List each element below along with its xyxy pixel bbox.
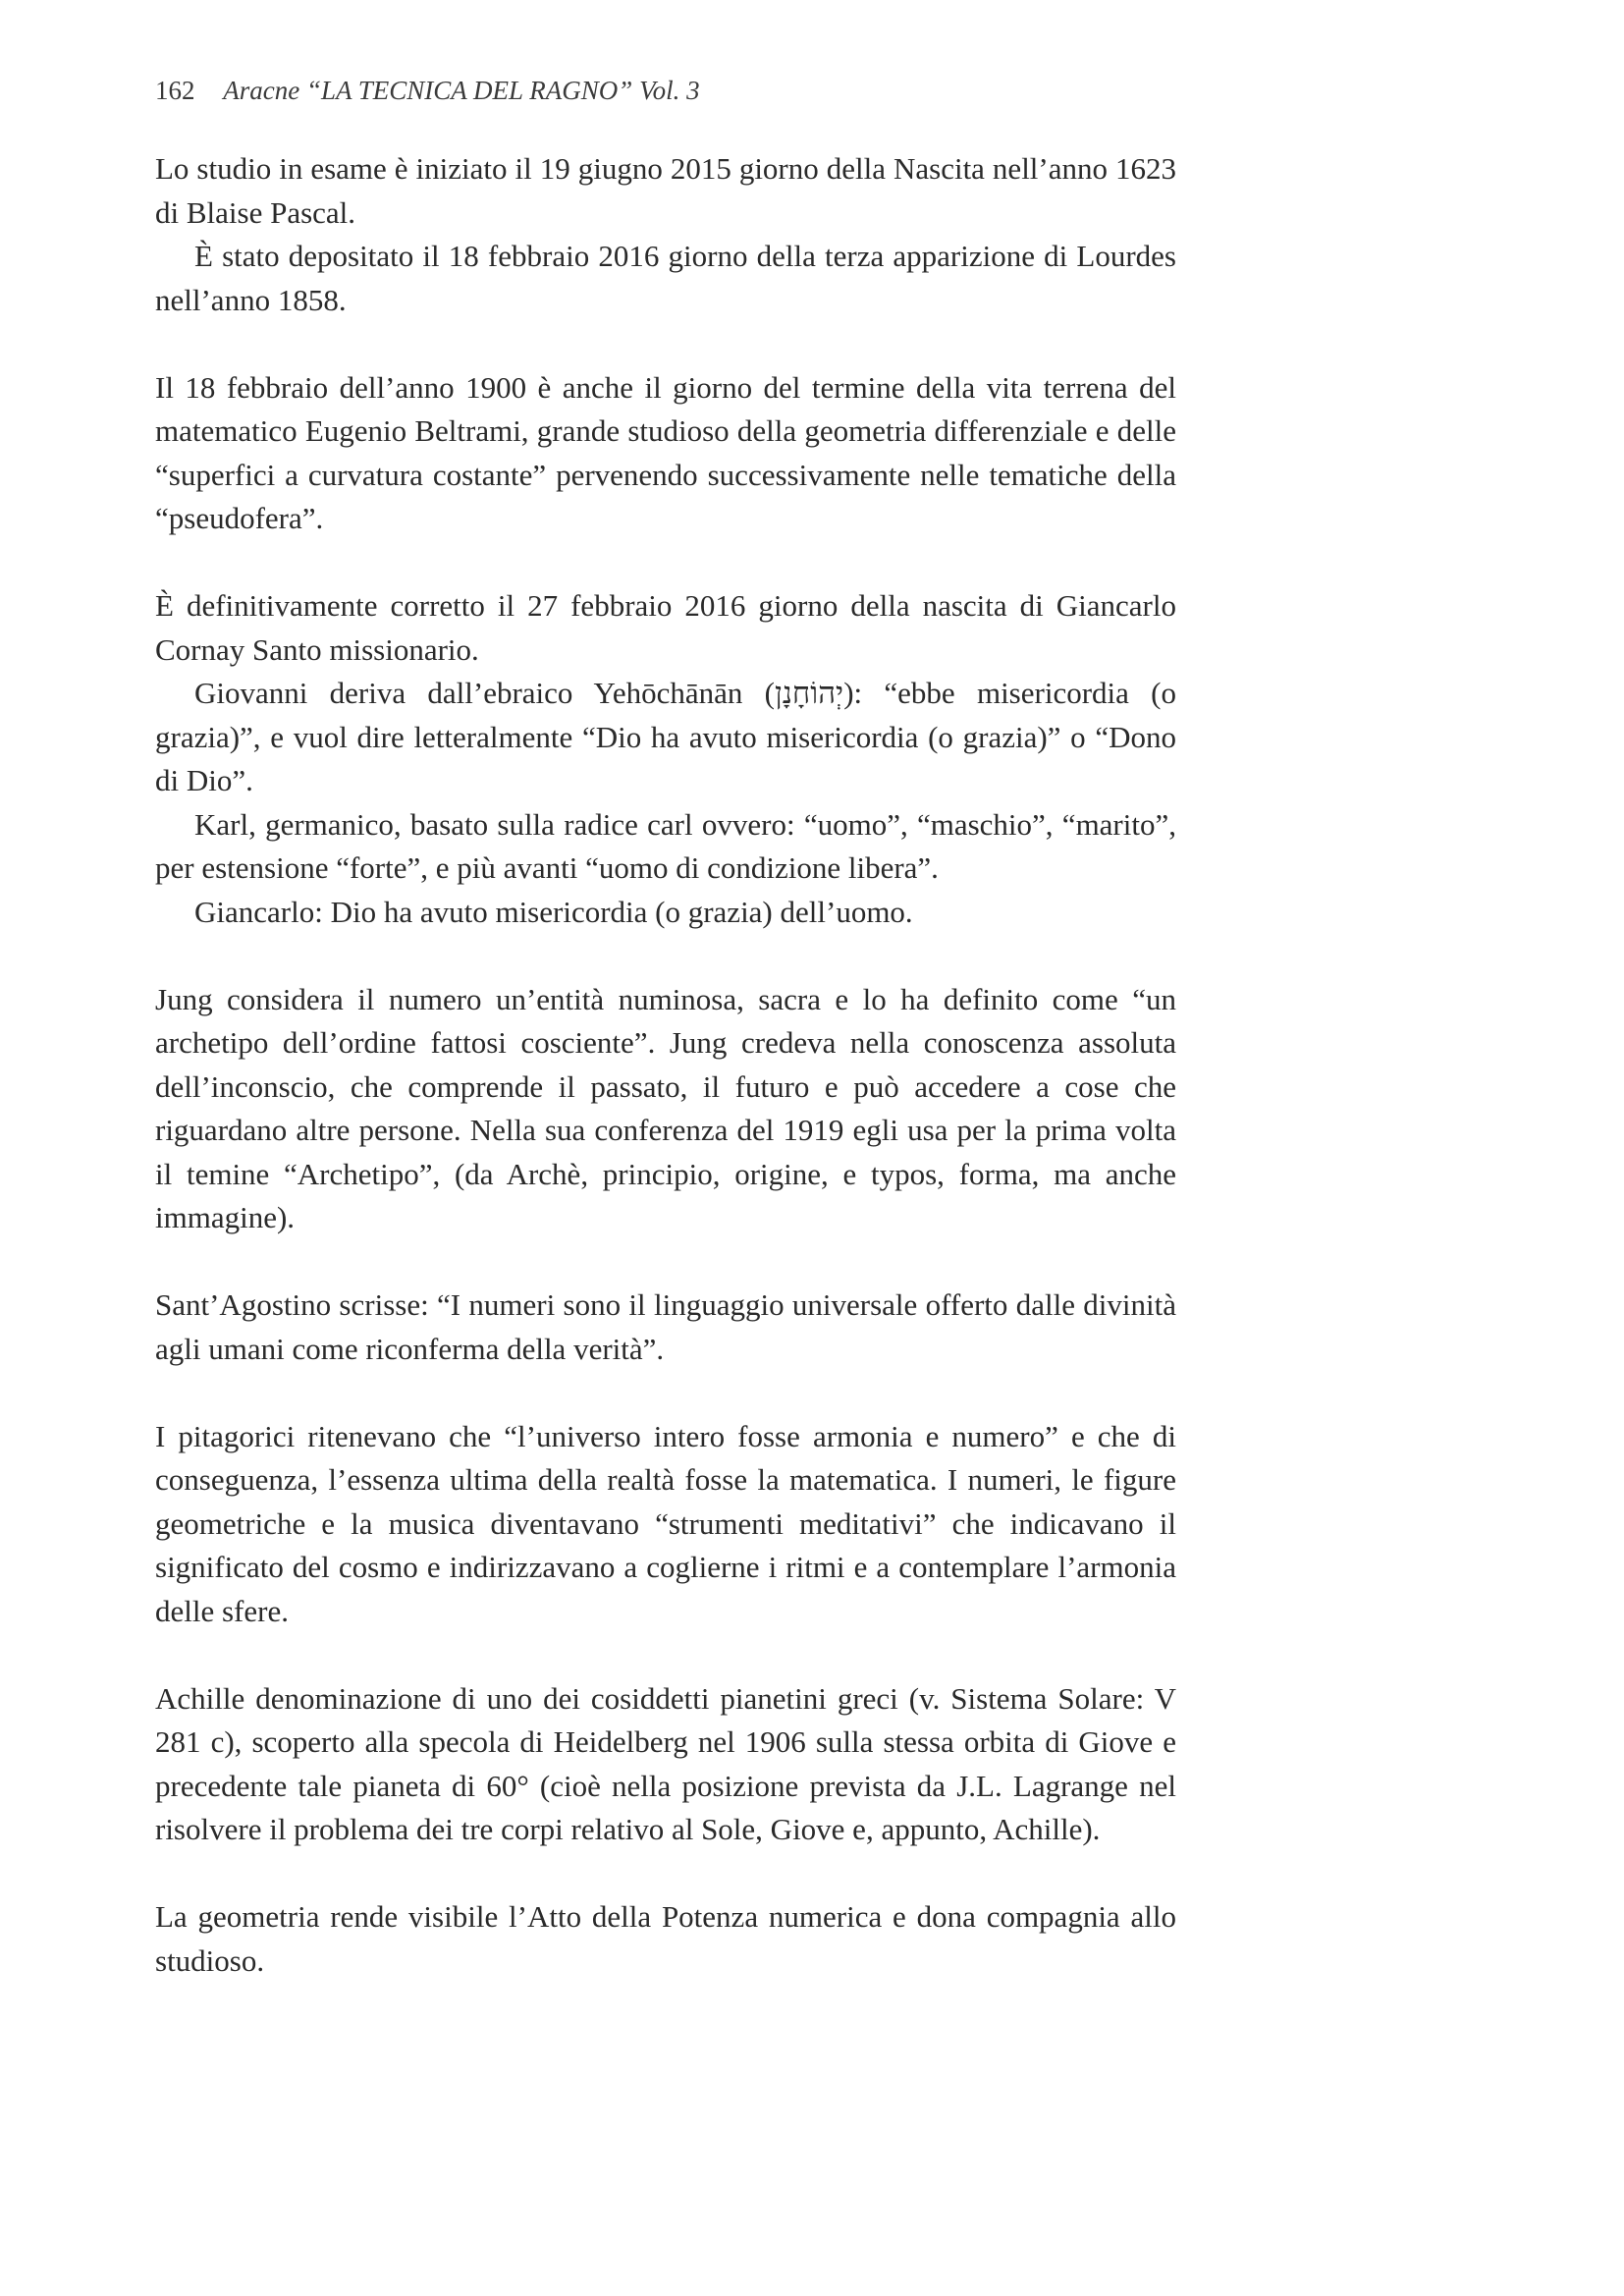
running-title: Aracne “LA TECNICA DEL RAGNO” Vol. 3: [223, 76, 700, 105]
paragraph: Giovanni deriva dall’ebraico Yehōchānān (יְהוֹחָנָן): “ebbe misericordia (o grazia)”, e vuol dire letteralmente “Dio ha avuto misericordia (o grazia)” o “Dono di Dio”.: [155, 676, 1176, 797]
running-header: [155, 69, 1176, 112]
book-page: [155, 69, 1176, 1983]
body-text: [155, 147, 1176, 1983]
paragraph: Jung considera il numero un’entità numinosa, sacra e lo ha definito come “un archetipo dell’ordine fattosi cosciente”. Jung credeva nella conoscenza assoluta dell’inconscio, che comprende il passato, il futuro e può accedere a cose che riguardano altre persone. Nella sua conferenza del 1919 egli usa per la prima volta il temine “Archetipo”, (da Archè, principio, origine, e typos, forma, ma anche immagine).: [155, 981, 1176, 1234]
paragraph: I pitagorici ritenevano che “l’universo intero fosse armonia e numero” e che di conseguenza, l’essenza ultima della realtà fosse la matematica. I numeri, le figure geometriche e la musica diventavano “strumenti meditativi” che indicavano il significato del cosmo e indirizzavano a coglierne i ritmi e a contemplare l’armonia delle sfere.: [155, 1418, 1176, 1628]
paragraph: Achille denominazione di uno dei cosiddetti pianetini greci (v. Sistema Solare: V 281 c), scoperto alla specola di Heidelberg nel 1906 sulla stessa orbita di Giove e precedente tale pianeta di 60° (cioè nella posizione prevista da J.L. Lagrange nel risolvere il problema dei tre corpi relativo al Sole, Giove e, appunto, Achille).: [155, 1680, 1176, 1846]
page-number: 162: [155, 76, 195, 105]
paragraph: Sant’Agostino scrisse: “I numeri sono il linguaggio universale offerto dalle divinità agli umani come riconferma della verità”.: [155, 1287, 1176, 1366]
paragraph: Giancarlo: Dio ha avuto misericordia (o grazia) dell’uomo.: [194, 894, 913, 929]
paragraph: È stato depositato il 18 febbraio 2016 giorno della terza apparizione di Lourdes nell’anno 1858.: [155, 239, 1176, 317]
paragraph: Il 18 febbraio dell’anno 1900 è anche il giorno del termine della vita terrena del matematico Eugenio Beltrami, grande studioso della geometria differenziale e delle “superfici a curvatura costante” pervenendo successivamente nelle tematiche della “pseudofera”.: [155, 369, 1176, 535]
paragraph: È definitivamente corretto il 27 febbraio 2016 giorno della nascita di Giancarlo Cornay Santo missionario.: [155, 588, 1176, 667]
paragraph: La geometria rende visibile l’Atto della Potenza numerica e dona compagnia allo studioso.: [155, 1899, 1176, 1978]
paragraph: Lo studio in esame è iniziato il 19 giugno 2015 giorno della Nascita nell’anno 1623 di Blaise Pascal.: [155, 151, 1176, 230]
paragraph: Karl, germanico, basato sulla radice carl ovvero: “uomo”, “maschio”, “marito”, per estensione “forte”, e più avanti “uomo di condizione libera”.: [155, 806, 1176, 885]
